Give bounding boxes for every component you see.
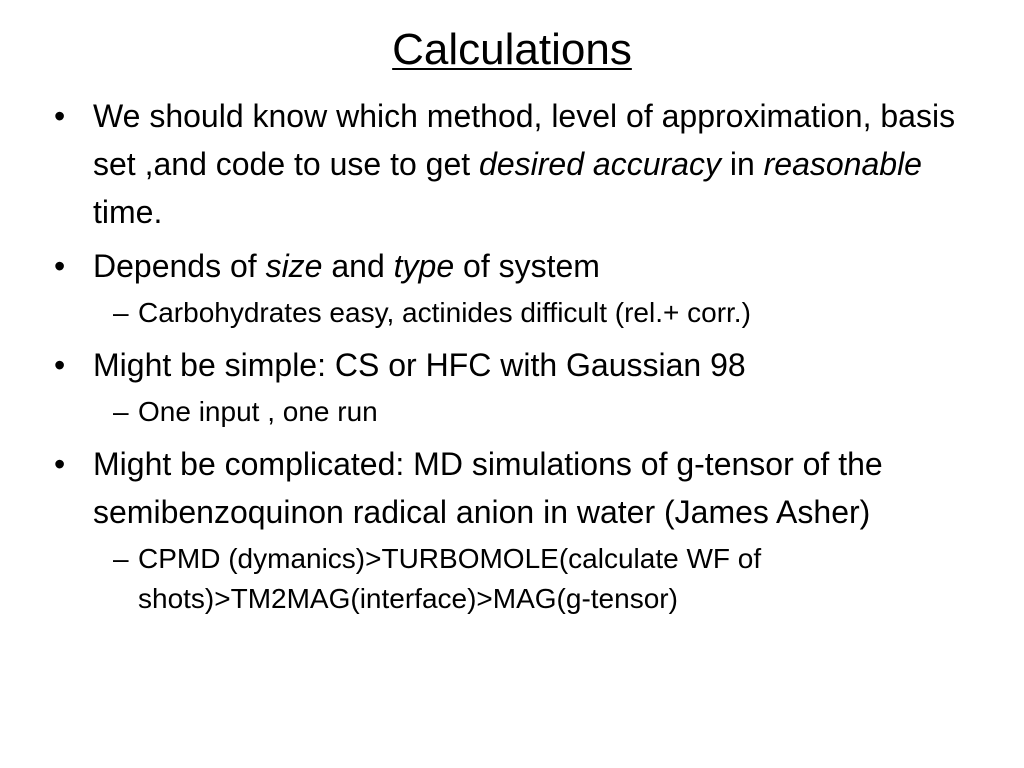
emphasis-text: desired accuracy (479, 146, 721, 182)
bullet-text-part: Might be complicated: MD simulations of g-tensor of the semibenzoquinon radical anion in water (James Asher) (93, 446, 883, 530)
dash-marker: – (113, 543, 129, 574)
sub-bullet-text: CPMD (dymanics)>TURBOMOLE(calculate WF of shots)>TM2MAG(interface)>MAG(g-tensor) (138, 543, 762, 614)
bullet-marker: • (54, 446, 66, 482)
bullet-text-part: Depends of (93, 248, 266, 284)
bullet-marker: • (54, 347, 66, 383)
bullet-text-part: time. (93, 194, 163, 230)
sub-bullet-item (113, 392, 984, 432)
bullet-marker: • (54, 98, 66, 134)
bullet-text-part: Might be simple: CS or HFC with Gaussian 98 (93, 347, 746, 383)
emphasis-text: reasonable (763, 146, 922, 182)
sub-bullet-item (113, 539, 984, 619)
bullet-text-part: We should know which method, level of approximation, basis set ,and code to use to get (93, 98, 956, 182)
bullet-text-part: of system (454, 248, 600, 284)
bullet-item (54, 440, 984, 536)
emphasis-text: size (265, 248, 323, 284)
bullet-item (54, 242, 984, 290)
bullet-text-part: and (322, 248, 394, 284)
sub-bullet-text: Carbohydrates easy, actinides difficult (rel.+ corr.) (138, 297, 751, 328)
slide-title: Calculations (392, 25, 632, 74)
sub-bullet-text: One input , one run (138, 396, 378, 427)
bullet-item (54, 92, 984, 236)
sub-bullet-item (113, 293, 984, 333)
emphasis-text: type (393, 248, 455, 284)
bullet-item (54, 341, 984, 389)
slide-content (54, 92, 984, 619)
dash-marker: – (113, 297, 129, 328)
bullet-text-part: in (720, 146, 764, 182)
bullet-marker: • (54, 248, 66, 284)
dash-marker: – (113, 396, 129, 427)
